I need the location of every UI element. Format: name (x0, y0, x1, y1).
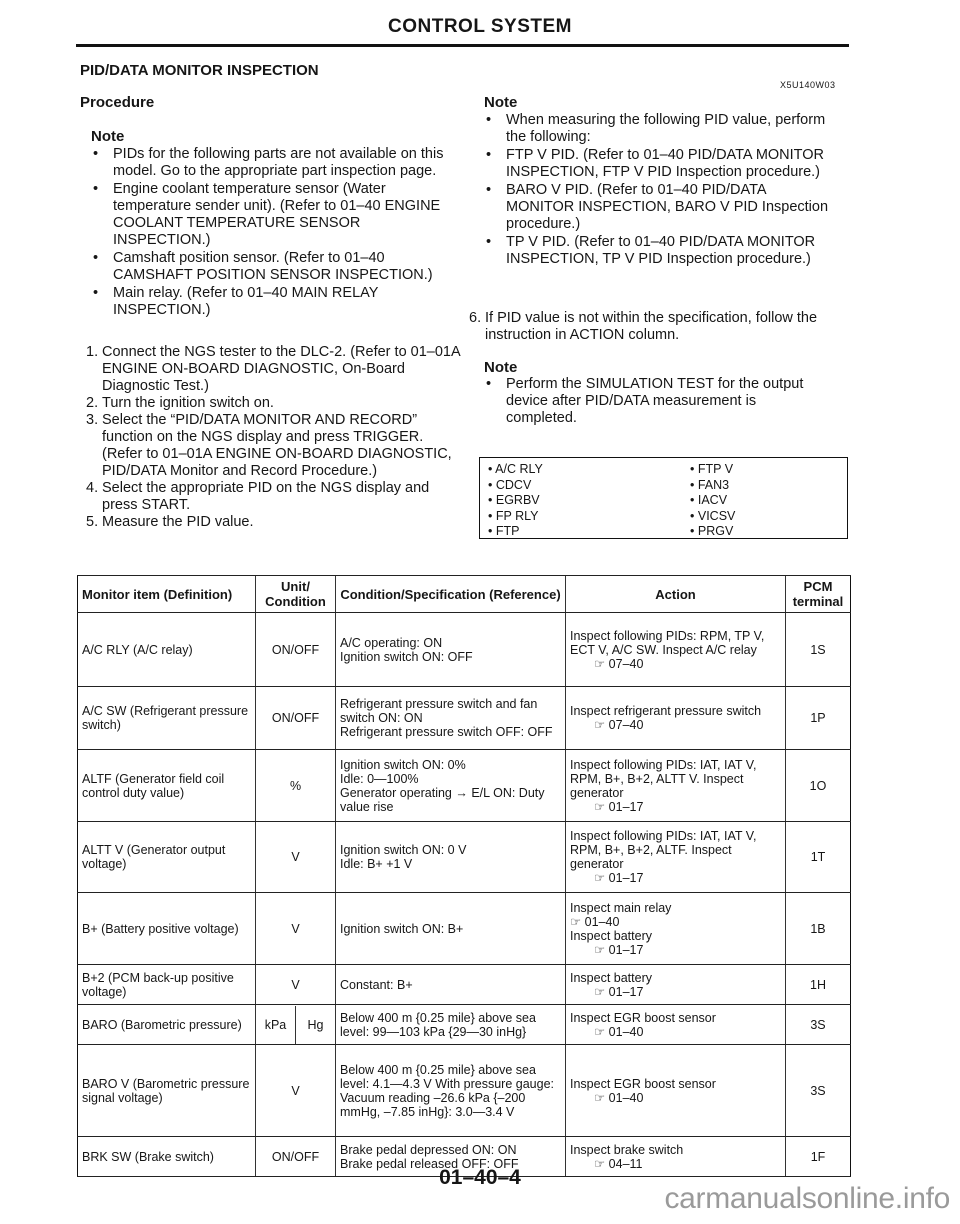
output-device-box (479, 457, 848, 539)
pid-monitor-table (77, 575, 851, 1177)
table-row (78, 822, 851, 893)
right-note2-label: Note (484, 359, 518, 376)
cell-action (566, 1045, 786, 1137)
step-text: Turn the ignition switch on. (102, 395, 274, 411)
action-text: Inspect following PIDs: IAT, IAT V, RPM, B+, B+2, ALTT V. Inspect generator (570, 757, 757, 800)
output-device-column-2 (690, 462, 735, 540)
procedure-heading: Procedure (80, 94, 155, 111)
cell-monitor-item: ALTT V (Generator output voltage) (78, 822, 256, 893)
reference-link: ☞ 07–40 (594, 656, 644, 671)
cell-pcm-terminal: 1P (786, 687, 851, 750)
right-note2-list (484, 376, 824, 428)
header-unit: Unit/ Condition (256, 576, 336, 613)
step-text: Connect the NGS tester to the DLC-2. (Refer to 01–01A ENGINE ON-BOARD DIAGNOSTIC, On-Board Diagnostic Test.) (102, 344, 460, 394)
output-device-item: • FP RLY (488, 509, 543, 525)
right-note-item: • BARO V PID. (Refer to 01–40 PID/DATA MONITOR INSPECTION, BARO V PID Inspection procedure.) (484, 182, 834, 233)
left-note-item: • Main relay. (Refer to 01–40 MAIN RELAY INSPECTION.) (91, 285, 451, 319)
cell-spec: Ignition switch ON: B+ (336, 893, 566, 965)
output-device-item: • FTP V (690, 462, 735, 478)
right-note2-item: • Perform the SIMULATION TEST for the output device after PID/DATA measurement is completed. (484, 376, 824, 427)
watermark: carmanualsonline.info (664, 1182, 950, 1215)
cell-monitor-item: A/C SW (Refrigerant pressure switch) (78, 687, 256, 750)
step-text: Select the “PID/DATA MONITOR AND RECORD” function on the NGS display and press TRIGGER. (Refer to 01–01A ENGINE ON-BOARD DIAGNOSTIC, PID/DATA Monitor and Record Procedure.) (102, 412, 452, 479)
right-note-item: • When measuring the following PID value, perform the following: (484, 112, 834, 146)
table-row (78, 613, 851, 687)
right-note-label: Note (484, 94, 518, 111)
cell-monitor-item: B+2 (PCM back-up positive voltage) (78, 965, 256, 1005)
output-device-item: • PRGV (690, 524, 735, 540)
right-note-item: • TP V PID. (Refer to 01–40 PID/DATA MONITOR INSPECTION, TP V PID Inspection procedure.) (484, 234, 834, 268)
procedure-step (86, 514, 461, 531)
procedure-steps (86, 344, 461, 531)
procedure-step (86, 344, 461, 395)
cell-unit: V (256, 822, 336, 893)
left-note-item: • PIDs for the following parts are not available on this model. Go to the appropriate part inspection page. (91, 146, 451, 180)
action-text: Inspect following PIDs: IAT, IAT V, RPM, B+, B+2, ALTF. Inspect generator (570, 829, 757, 871)
cell-action (566, 613, 786, 687)
cell-unit: V (256, 893, 336, 965)
cell-pcm-terminal: 1O (786, 750, 851, 822)
document-code: X5U140W03 (780, 80, 836, 90)
step-number: 1. (86, 344, 99, 360)
cell-unit: ON/OFF (256, 687, 336, 750)
cell-pcm-terminal: 1T (786, 822, 851, 893)
cell-spec: Ignition switch ON: 0% Idle: 0—100% Generator operating → E/L ON: Duty value rise (336, 750, 566, 822)
action-text: Inspect main relay ☞ 01–40 Inspect battery (570, 900, 672, 943)
step-text: If PID value is not within the specification, follow the instruction in ACTION column. (485, 310, 818, 343)
cell-pcm-terminal: 1H (786, 965, 851, 1005)
cell-action (566, 687, 786, 750)
table-row (78, 965, 851, 1005)
cell-pcm-terminal: 3S (786, 1005, 851, 1045)
reference-link: ☞ 07–40 (594, 718, 644, 732)
cell-spec: Below 400 m {0.25 mile} above sea level: 99—103 kPa {29—30 inHg} (336, 1005, 566, 1045)
table-header-row (78, 576, 851, 613)
cell-unit: ON/OFF (256, 613, 336, 687)
left-note-list (91, 146, 451, 320)
action-text: Inspect brake switch (570, 1142, 684, 1157)
cell-unit: ON/OFF (256, 1137, 336, 1177)
reference-link: ☞ 01–17 (594, 871, 644, 885)
action-text: Inspect refrigerant pressure switch (570, 704, 762, 718)
unit-kpa: kPa (264, 1017, 287, 1032)
cell-monitor-item: BARO (Barometric pressure) (78, 1005, 256, 1045)
header-action: Action (566, 576, 786, 613)
table-row (78, 1005, 851, 1045)
left-note-item: • Engine coolant temperature sensor (Water temperature sender unit). (Refer to 01–40 ENGINE COOLANT TEMPERATURE SENSOR INSPECTION.) (91, 181, 451, 249)
output-device-item: • FAN3 (690, 478, 735, 494)
cell-action (566, 1005, 786, 1045)
output-device-item: • EGRBV (488, 493, 543, 509)
cell-spec: Constant: B+ (336, 965, 566, 1005)
reference-link: ☞ 01–17 (594, 799, 644, 814)
left-note-label: Note (91, 128, 125, 145)
cell-action (566, 965, 786, 1005)
section-title: PID/DATA MONITOR INSPECTION (80, 62, 319, 79)
cell-monitor-item: ALTF (Generator field coil control duty value) (78, 750, 256, 822)
cell-unit: V (256, 1045, 336, 1137)
right-note-list (484, 112, 834, 269)
cell-action (566, 893, 786, 965)
header-spec: Condition/Specification (Reference) (336, 576, 566, 613)
cell-pcm-terminal: 1F (786, 1137, 851, 1177)
cell-action (566, 750, 786, 822)
cell-monitor-item: BARO V (Barometric pressure signal voltage) (78, 1045, 256, 1137)
reference-link: ☞ 01–17 (594, 984, 644, 999)
header-rule (76, 44, 849, 47)
left-note-item: • Camshaft position sensor. (Refer to 01–40 CAMSHAFT POSITION SENSOR INSPECTION.) (91, 250, 451, 284)
cell-pcm-terminal: 3S (786, 1045, 851, 1137)
output-device-column-1 (488, 462, 543, 540)
header-monitor-item: Monitor item (Definition) (78, 576, 256, 613)
procedure-step (86, 395, 461, 412)
action-text: Inspect EGR boost sensor (570, 1076, 716, 1091)
header-pcm-terminal: PCM terminal (786, 576, 851, 613)
step-number: 4. (86, 480, 99, 496)
reference-link: ☞ 01–40 (594, 1090, 644, 1105)
action-text: Inspect following PIDs: RPM, TP V, ECT V, A/C SW. Inspect A/C relay (570, 628, 765, 657)
step-number: 3. (86, 412, 99, 428)
page-header-title: CONTROL SYSTEM (388, 16, 572, 37)
output-device-item: • IACV (690, 493, 735, 509)
output-device-item: • FTP (488, 524, 543, 540)
action-text: Inspect battery (570, 970, 652, 985)
output-device-item: • CDCV (488, 478, 543, 494)
reference-link: ☞ 04–11 (594, 1156, 643, 1171)
cell-pcm-terminal: 1B (786, 893, 851, 965)
cell-spec: Refrigerant pressure switch and fan switch ON: ON Refrigerant pressure switch OFF: OFF (336, 687, 566, 750)
table-row (78, 687, 851, 750)
procedure-step (86, 480, 461, 514)
table-row (78, 1045, 851, 1137)
page-number: 01–40–4 (439, 1166, 521, 1189)
reference-link: ☞ 01–40 (594, 1024, 644, 1039)
cell-unit (256, 1005, 336, 1045)
step-number: 6. (469, 310, 482, 326)
cell-monitor-item: A/C RLY (A/C relay) (78, 613, 256, 687)
cell-monitor-item: BRK SW (Brake switch) (78, 1137, 256, 1177)
table-row (78, 893, 851, 965)
step-text: Select the appropriate PID on the NGS display and press START. (102, 480, 430, 513)
cell-unit: % (256, 750, 336, 822)
procedure-step (86, 412, 461, 480)
reference-link: ☞ 01–17 (594, 942, 644, 957)
action-text: Inspect EGR boost sensor (570, 1010, 716, 1025)
cell-spec: Below 400 m {0.25 mile} above sea level: 4.1—4.3 V With pressure gauge: Vacuum reading –26.6 kPa {–200 mmHg, –7.85 inHg}: 3.0—3.4 V (336, 1045, 566, 1137)
cell-spec: Ignition switch ON: 0 V Idle: B+ +1 V (336, 822, 566, 893)
unit-hg: Hg (295, 1006, 335, 1044)
cell-pcm-terminal: 1S (786, 613, 851, 687)
cell-action (566, 822, 786, 893)
procedure-step-6 (469, 310, 839, 344)
table-row (78, 750, 851, 822)
step-number: 5. (86, 514, 99, 530)
cell-unit: V (256, 965, 336, 1005)
output-device-item: • VICSV (690, 509, 735, 525)
step-number: 2. (86, 395, 99, 411)
cell-spec: A/C operating: ON Ignition switch ON: OFF (336, 613, 566, 687)
output-device-item: • A/C RLY (488, 462, 543, 478)
cell-monitor-item: B+ (Battery positive voltage) (78, 893, 256, 965)
step-text: Measure the PID value. (102, 514, 254, 530)
right-note-item: • FTP V PID. (Refer to 01–40 PID/DATA MONITOR INSPECTION, FTP V PID Inspection procedure.) (484, 147, 834, 181)
cell-spec: Brake pedal depressed ON: ON Brake pedal released OFF: OFF (336, 1137, 566, 1177)
